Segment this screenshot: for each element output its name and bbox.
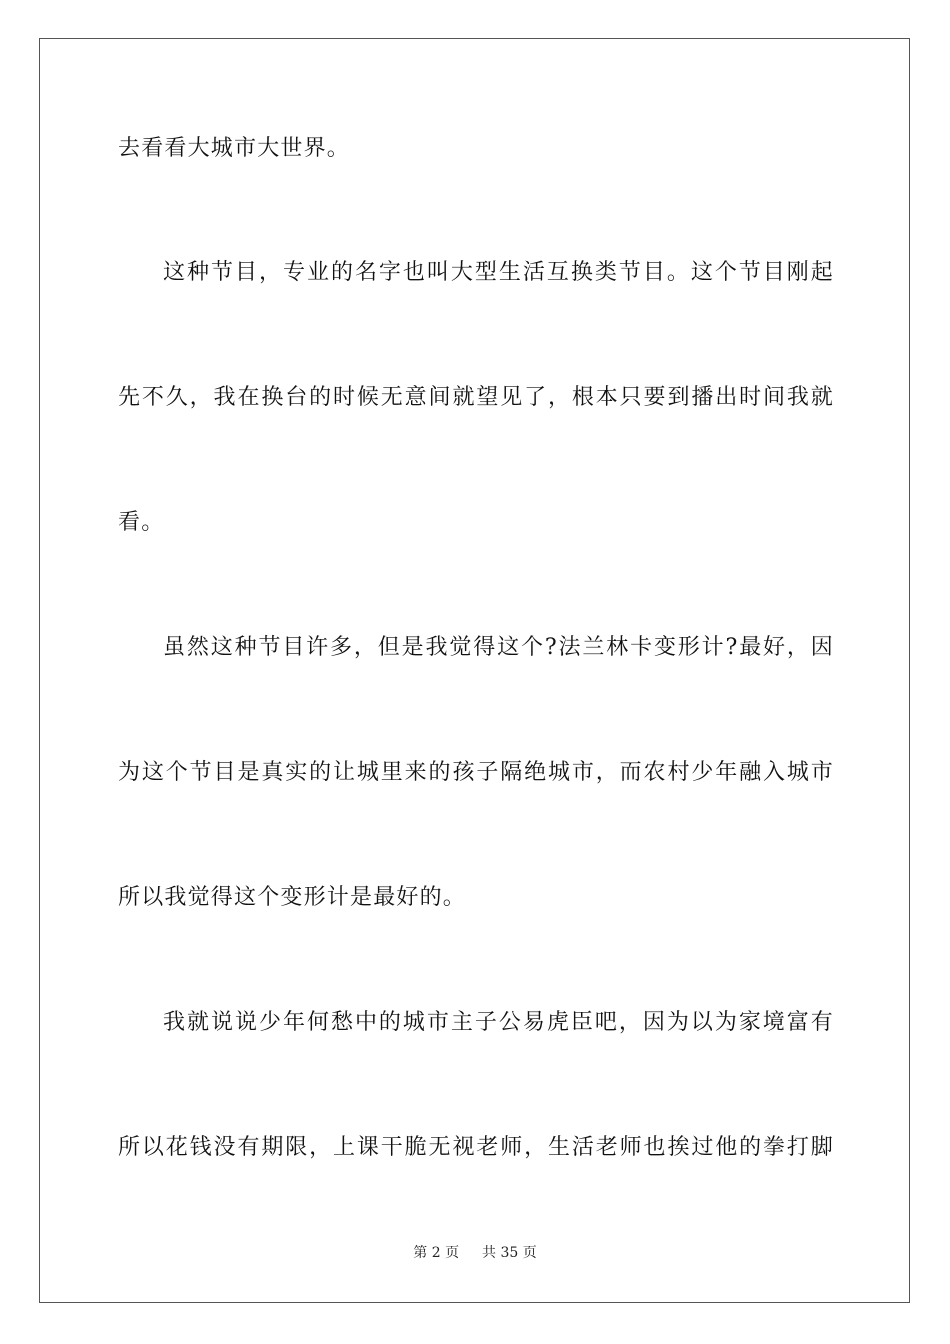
page-border (39, 38, 910, 1303)
text-line-8: 我就说说少年何愁中的城市主子公易虎臣吧，因为以为家境富有 (163, 1010, 834, 1035)
text-line-5: 虽然这种节目许多，但是我觉得这个?法兰林卡变形计?最好，因 (163, 635, 834, 660)
text-line-1: 去看看大城市大世界。 (118, 136, 351, 161)
page-total: 共 35 页 (482, 1245, 537, 1261)
text-line-6: 为这个节目是真实的让城里来的孩子隔绝城市，而农村少年融入城市 (118, 760, 834, 785)
page-footer (0, 1244, 950, 1262)
page-number: 第 2 页 (413, 1245, 460, 1261)
text-line-9: 所以花钱没有期限，上课干脆无视老师，生活老师也挨过他的拳打脚 (118, 1135, 834, 1160)
text-line-7: 所以我觉得这个变形计是最好的。 (118, 885, 467, 910)
text-line-2: 这种节目，专业的名字也叫大型生活互换类节目。这个节目刚起 (163, 260, 834, 285)
text-line-4: 看。 (118, 510, 165, 535)
text-line-3: 先不久，我在换台的时候无意间就望见了，根本只要到播出时间我就 (118, 385, 834, 410)
